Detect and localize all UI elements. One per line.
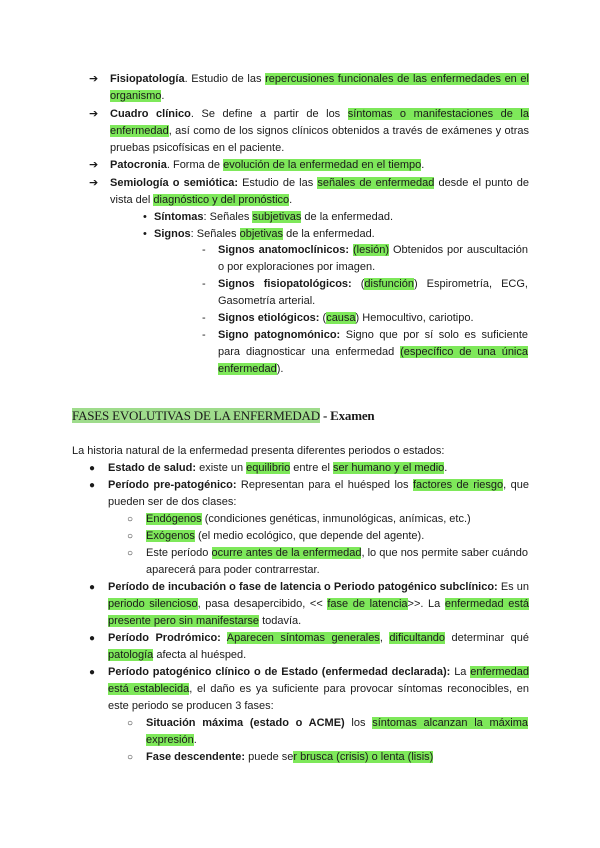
term: Situación máxima (estado o ACME) — [146, 717, 345, 729]
list-item-cuadro-clinico: ➔ Cuadro clínico. Se define a partir de los síntomas o manifestaciones de la enfermedad, así como de los signos clínicos obtenidos a través de exámenes y otras pruebas psicofísicas en el paciente. — [89, 108, 529, 154]
dash-bullet-icon: - — [202, 329, 206, 341]
term: Signos fisiopatológicos: — [218, 278, 352, 290]
term: Signos anatomoclínicos: — [218, 244, 350, 256]
circle-bullet-icon: ○ — [127, 514, 134, 525]
dot-bullet-icon: • — [143, 211, 147, 223]
term: Signo patognomónico: — [218, 329, 341, 341]
list-item-pre-patogenico: ● Período pre-patogénico: Representan para el huésped los factores de riesgo, que pueden ser de dos clases: — [89, 479, 530, 508]
section-heading — [72, 408, 374, 424]
highlight: Aparecen síntomas generales — [226, 632, 380, 644]
highlight: enfermedad está presente pero sin manifestarse — [108, 598, 529, 627]
term: Patocronia — [110, 159, 167, 171]
arrow-bullet-icon: ➔ — [89, 108, 99, 120]
list-item-semiologia: ➔ Semiología o semiótica: Estudio de las señales de enfermedad desde el punto de vista del diagnóstico y del pronóstico. — [89, 177, 529, 206]
circle-bullet-icon: ○ — [127, 548, 134, 559]
list-item-clinico: ● Período patogénico clínico o de Estado (enfermedad declarada): La enfermedad está establecida, el daño es ya suficiente para provocar síntomas reconocibles, en este periodo se producen 3 fases: — [89, 666, 529, 712]
term: Fisiopatología — [110, 73, 185, 85]
arrow-bullet-icon: ➔ — [89, 159, 99, 171]
list-item-endogenos: ○ Endógenos (condiciones genéticas, inmunológicas, anímicas, etc.) — [127, 511, 528, 528]
highlight: repercusiones funcionales de las enfermedades en el organismo — [110, 73, 529, 102]
term: Período de incubación o fase de latencia o Periodo patogénico subclínico: — [108, 581, 498, 593]
circle-bullet-icon: ○ — [127, 752, 134, 763]
list-item-fisiopatologia: ➔ Fisiopatología. Estudio de las repercusiones funcionales de las enfermedades en el organismo. — [89, 73, 529, 102]
circle-bullet-icon: ○ — [127, 718, 134, 729]
list-item-signos: • Signos: Señales objetivas de la enfermedad. — [143, 226, 375, 243]
highlight: evolución de la enfermedad en el tiempo — [223, 159, 422, 171]
intro-paragraph: La historia natural de la enfermedad presenta diferentes periodos o estados: — [72, 445, 445, 457]
term: Signos — [154, 228, 191, 240]
highlight: síntomas o manifestaciones de la enfermedad — [110, 108, 529, 137]
list-item-prodromico: ● Período Prodrómico: Aparecen síntomas generales, dificultando determinar qué patología afecta al huésped. — [89, 632, 529, 661]
highlight: diagnóstico y del pronóstico — [153, 194, 290, 206]
list-item-exogenos: ○ Exógenos (el medio ecológico, que depende del agente). — [127, 528, 528, 545]
highlight: fase de latencia — [327, 598, 408, 610]
highlight: patología — [108, 649, 154, 661]
list-item-fase-descendente: ○ Fase descendente: puede ser brusca (crisis) o lenta (lisis) — [127, 749, 528, 766]
highlight: (específico de una única enfermedad — [218, 346, 528, 375]
highlight: ser humano y el medio — [333, 462, 445, 474]
term: Estado de salud: — [108, 462, 197, 474]
circle-bullet-icon: ○ — [127, 531, 134, 542]
highlight: disfunción — [364, 278, 414, 290]
list-item-periodo: ○ Este período ocurre antes de la enfermedad, lo que nos permite saber cuándo aparecerá para poder contrarrestar. — [127, 547, 528, 576]
arrow-bullet-icon: ➔ — [89, 73, 99, 85]
highlight: periodo silencioso — [108, 598, 198, 610]
dash-bullet-icon: - — [202, 244, 206, 256]
term: Semiología o semiótica: — [110, 177, 238, 189]
list-item-patognomonico: - Signo patognomónico: Signo que por sí solo es suficiente para diagnosticar una enfermedad (específico de una única enfermedad). — [202, 329, 528, 375]
highlight: enfermedad está establecida — [108, 666, 529, 695]
round-bullet-icon: ● — [89, 633, 96, 644]
dash-bullet-icon: - — [202, 278, 206, 290]
highlight: (lesión) — [352, 244, 390, 256]
highlight: Endógenos — [146, 513, 202, 525]
term: Fase descendente: — [146, 751, 246, 763]
highlight: factores de riesgo — [412, 479, 504, 491]
highlight: síntomas alcanzan la máxima expresión — [146, 717, 528, 746]
list-item-anatomoclinicos: - Signos anatomoclínicos: (lesión) Obtenidos por auscultación o por exploraciones por imagen. — [202, 244, 528, 273]
term: Cuadro clínico — [110, 108, 191, 120]
highlight: señales de enfermedad — [317, 177, 435, 189]
list-item-estado-salud: ● Estado de salud: existe un equilibrio entre el ser humano y el medio. — [89, 460, 529, 477]
highlight: objetivas — [239, 228, 284, 240]
highlight: causa — [326, 312, 356, 324]
round-bullet-icon: ● — [89, 582, 96, 593]
term: Período Prodrómico: — [108, 632, 221, 644]
highlight: subjetivas — [252, 211, 302, 223]
list-item-etiologicos: - Signos etiológicos: (causa) Hemocultivo, cariotipo. — [202, 310, 528, 327]
highlight: r brusca (crisis) o lenta (lisis) — [293, 751, 434, 763]
round-bullet-icon: ● — [89, 463, 96, 474]
heading-title: FASES EVOLUTIVAS DE LA ENFERMEDAD — [72, 408, 320, 423]
term: Signos etiológicos: — [218, 312, 320, 324]
list-item-incubacion: ● Período de incubación o fase de latencia o Periodo patogénico subclínico: Es un periodo silencioso, pasa desapercibido, << fase de latencia>>. La enfermedad está presente pero sin manifestarse todavía. — [89, 581, 529, 627]
term: Síntomas — [154, 211, 204, 223]
list-item-situacion-maxima: ○ Situación máxima (estado o ACME) los síntomas alcanzan la máxima expresión. — [127, 717, 528, 746]
highlight: equilibrio — [246, 462, 291, 474]
term: Período patogénico clínico o de Estado (enfermedad declarada): — [108, 666, 451, 678]
list-item-fisiopatologicos: - Signos fisiopatológicos: (disfunción) Espirometría, ECG, Gasometría arterial. — [202, 278, 528, 307]
highlight: dificultando — [389, 632, 446, 644]
dot-bullet-icon: • — [143, 228, 147, 240]
heading-suffix: - Examen — [319, 408, 375, 423]
round-bullet-icon: ● — [89, 480, 96, 491]
highlight: Exógenos — [146, 530, 195, 542]
dash-bullet-icon: - — [202, 312, 206, 324]
term: Período pre-patogénico: — [108, 479, 237, 491]
highlight: ocurre antes de la enfermedad — [211, 547, 362, 559]
round-bullet-icon: ● — [89, 667, 96, 678]
list-item-sintomas: • Síntomas: Señales subjetivas de la enfermedad. — [143, 209, 393, 226]
arrow-bullet-icon: ➔ — [89, 177, 99, 189]
list-item-patocronia: ➔ Patocronia. Forma de evolución de la enfermedad en el tiempo. — [89, 157, 529, 174]
